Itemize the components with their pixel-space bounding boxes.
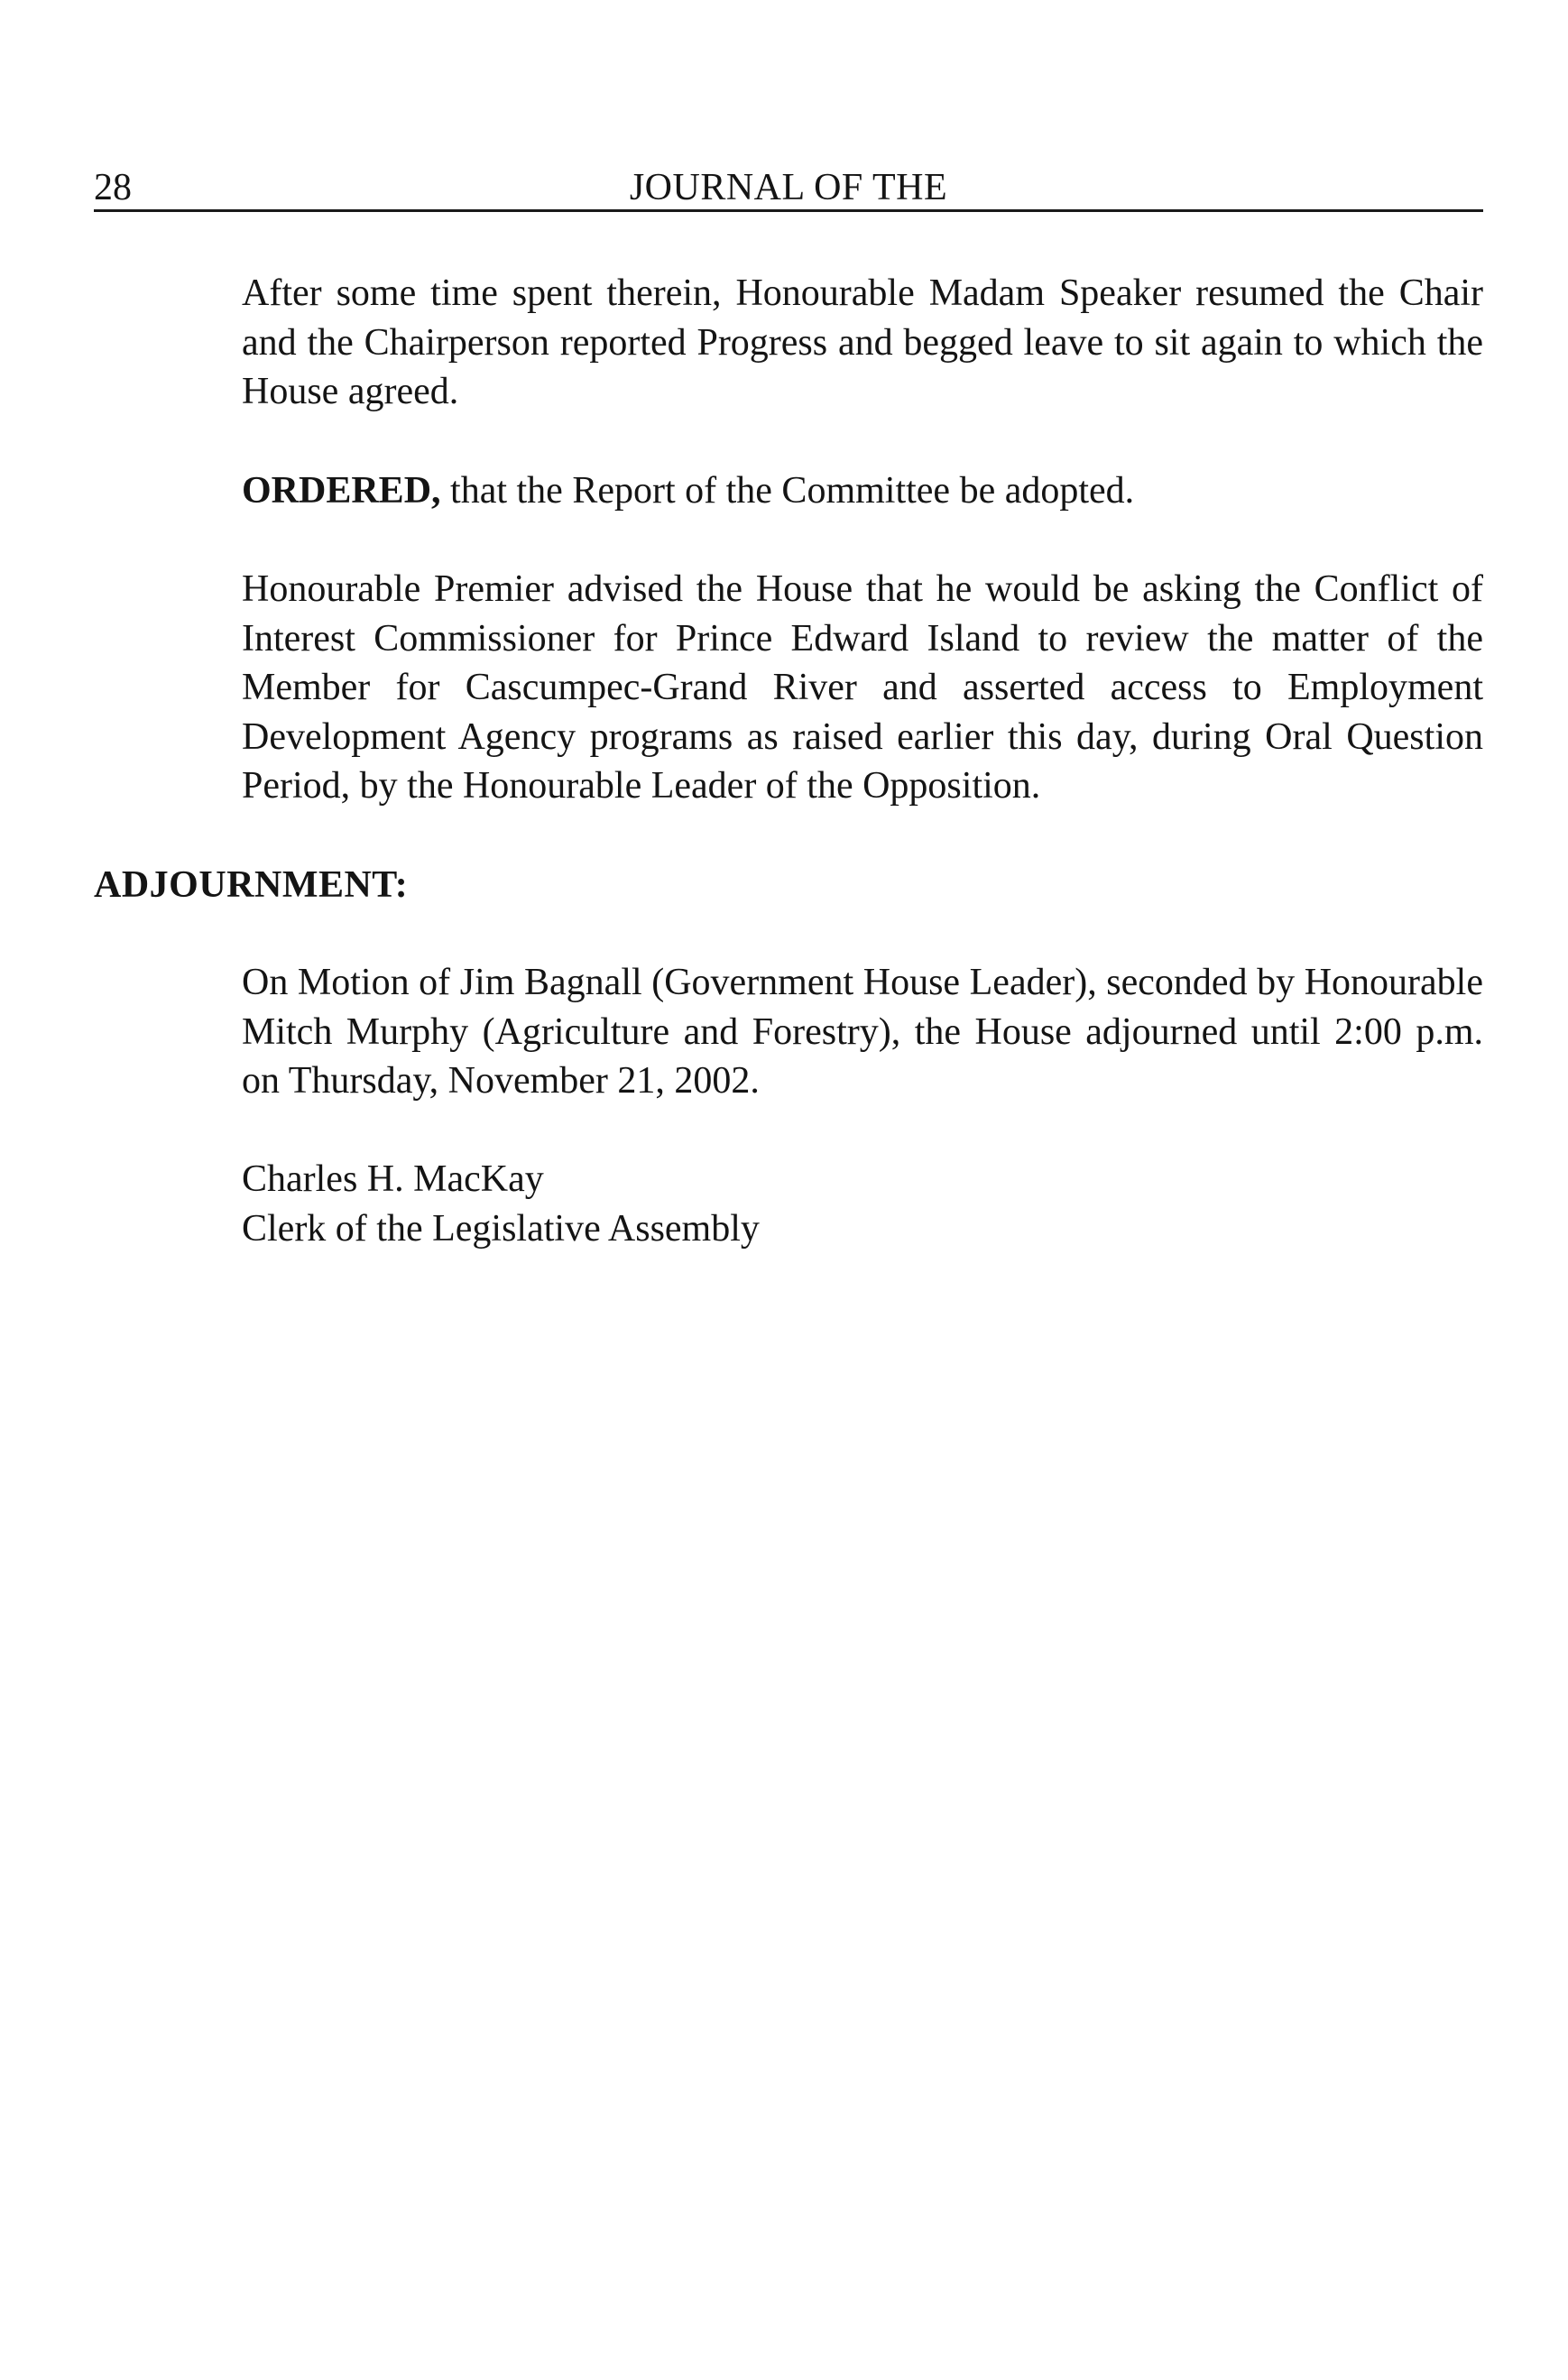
header-rule [94,209,1483,212]
ordered-label: ORDERED, [242,470,441,512]
ordered-text: that the Report of the Committee be adopted. [440,470,1135,512]
clerk-name: Charles H. MacKay [242,1158,544,1200]
signature-block [242,1155,1483,1253]
adjournment-motion-paragraph: On Motion of Jim Bagnall (Government House Leader), seconded by Honourable Mitch Murphy (Agriculture and Forestry), the House adjourned until 2:00 p.m. on Thursday, November 21, 2002. [242,962,1483,1102]
running-head [94,159,1483,209]
clerk-title: Clerk of the Legislative Assembly [242,1207,760,1250]
committee-progress-paragraph: After some time spent therein, Honourable Madam Speaker resumed the Chair and the Chairperson reported Progress and begged leave to sit again to which the House agreed. [242,272,1483,412]
page-number: 28 [94,167,132,208]
premier-statement-paragraph: Honourable Premier advised the House that he would be asking the Conflict of Interest Commissioner for Prince Edward Island to review the matter of the Member for Cascumpec-Grand River and asserted access to Employment Development Agency programs as raised earlier this day, during Oral Question Period, by the Honourable Leader of the Opposition. [242,568,1483,807]
ordered-paragraph [242,466,1483,516]
journal-title: JOURNAL OF THE [629,167,948,208]
adjournment-heading: ADJOURNMENT: [94,864,409,906]
